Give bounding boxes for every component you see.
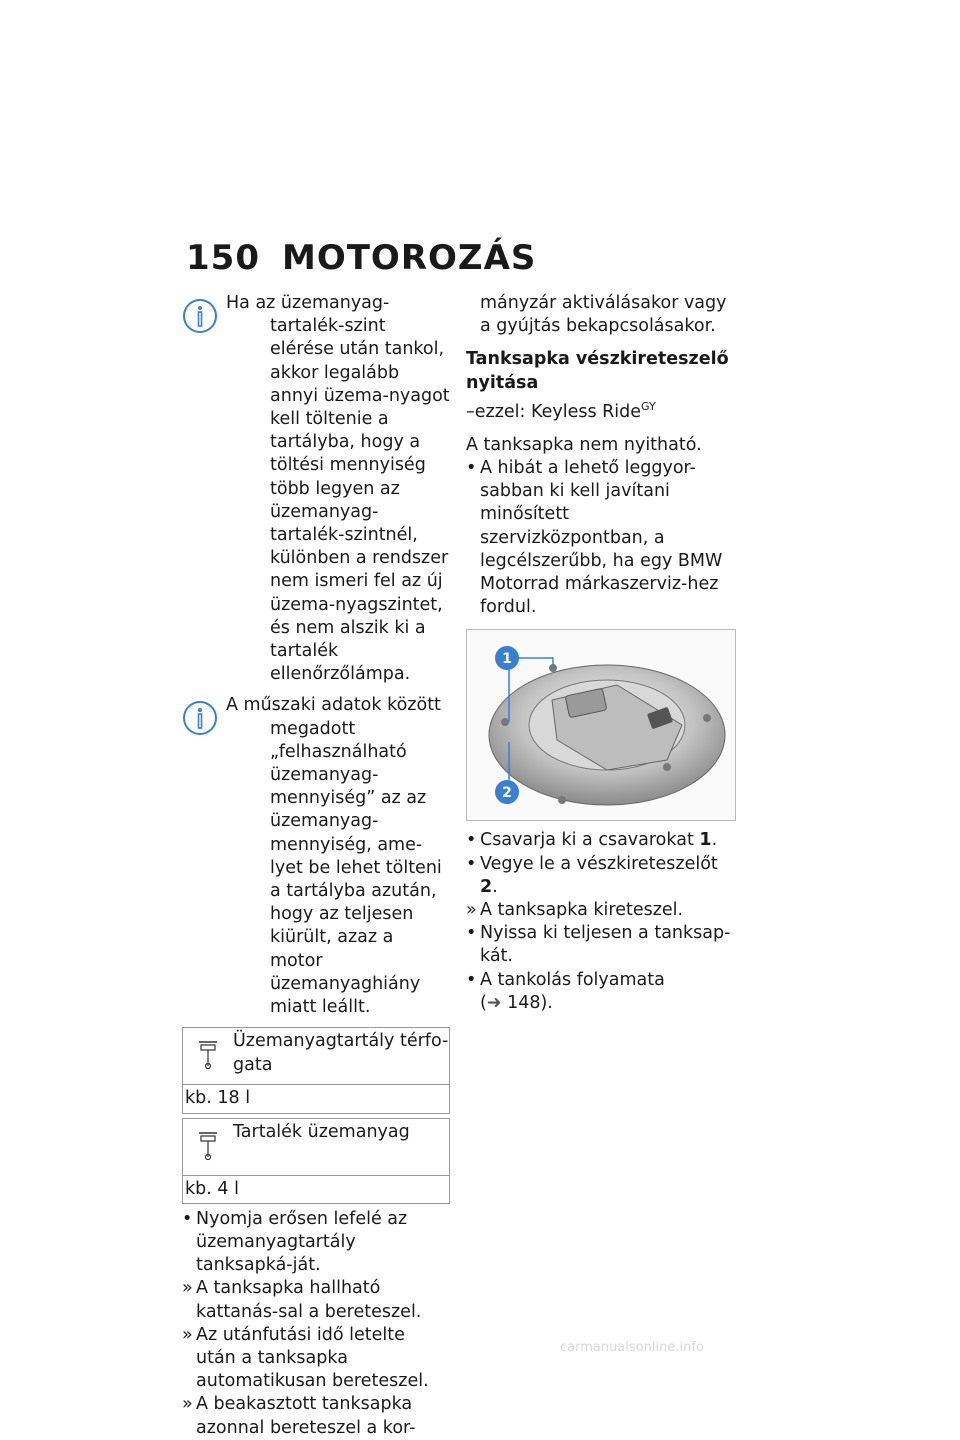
- section-heading: Tanksapka vészkireteszelő nyitása: [466, 349, 729, 393]
- page-ref-arrow-icon: ➜: [486, 992, 502, 1013]
- fuel-cap-illustration: [467, 630, 735, 820]
- spec-label-row: [183, 1028, 449, 1084]
- list-item: • Csavarja ki a csavarokat 1.: [466, 830, 718, 851]
- list-item: » A tanksapka kireteszel.: [466, 900, 684, 921]
- svg-text:2: 2: [502, 785, 512, 802]
- info-icon: [182, 298, 218, 334]
- spec-label: Tartalék üzemanyag: [233, 1121, 410, 1142]
- fuel-cap-figure: [466, 629, 736, 821]
- page-ref[interactable]: 148).: [507, 992, 553, 1013]
- spec-value: kb. 4 l: [183, 1175, 449, 1203]
- list-item: » Az utánfutási idő letelte után a tanksapka automatikusan bereteszel.: [182, 1324, 429, 1392]
- continued-text: mányzár aktiválásakor vagy a gyújtás bekapcsolásakor.: [480, 293, 727, 337]
- list-item: • A tankolás folyamata (➜ 148).: [466, 969, 665, 1013]
- info-text-1: Ha az üzemanyag-tartalék-szint elérése után tankol, akkor legalább annyi üzema-nyagot kell töltenie a tartályba, hogy a töltési mennyiség több legyen az üzemanyag-tartalék-szintnél, különben a rendszer nem ismeri fel az új üzema-nyagszintet, és nem alszik ki a tartalék ellenőrzőlámpa.: [226, 293, 450, 685]
- list-item: » A tanksapka hallható kattanás-sal a bereteszel.: [182, 1278, 422, 1322]
- right-column: [466, 292, 738, 1015]
- spec-table-tank: [182, 1027, 450, 1113]
- page-number: 150: [186, 238, 260, 278]
- info-note-1: [182, 292, 450, 686]
- list-item: • Nyomja erősen lefelé az üzemanyagtartály tanksapká-ját.: [182, 1208, 408, 1276]
- spec-table-reserve: [182, 1118, 450, 1204]
- list-item: • A hibát a lehető leggyor-sabban ki kell javítani minősített szervizközpontban, a legcélszerűbb, ha egy BMW Motorrad márkaszerviz-hez fordul.: [466, 458, 723, 618]
- tank-gauge-icon: [197, 1129, 219, 1163]
- tank-gauge-icon: [197, 1038, 219, 1072]
- intro-text: A tanksapka nem nyitható.: [466, 434, 702, 455]
- list-item: • Nyissa ki teljesen a tanksap-kát.: [466, 923, 731, 967]
- section-title: MOTOROZÁS: [282, 238, 537, 278]
- variant-line: –ezzel: Keyless Ride$^{GY}$: [466, 399, 656, 422]
- list-item: » A beakasztott tanksapka azonnal bereteszel a kor-: [182, 1394, 416, 1438]
- watermark: carmanualsonline.info: [560, 1340, 704, 1355]
- left-column: [182, 292, 450, 1440]
- spec-value: kb. 18 l: [183, 1084, 449, 1112]
- info-icon: [182, 700, 218, 736]
- info-note-2: [182, 694, 450, 1019]
- svg-text:1: 1: [502, 651, 512, 668]
- list-item: • Vegye le a vészkireteszelőt 2.: [466, 853, 718, 897]
- info-text-2: A műszaki adatok között megadott „felhasználható üzemanyag-mennyiség” az az üzemanyag-mennyiség, ame-lyet be lehet tölteni a tartályba azután, hogy az teljesen kiürült, azaz a motor üzemanyaghiány miatt leállt.: [226, 695, 442, 1018]
- spec-label: Üzemanyagtartály térfo-gata: [233, 1031, 449, 1075]
- spec-label-row: [183, 1119, 449, 1175]
- page-header: [186, 238, 536, 278]
